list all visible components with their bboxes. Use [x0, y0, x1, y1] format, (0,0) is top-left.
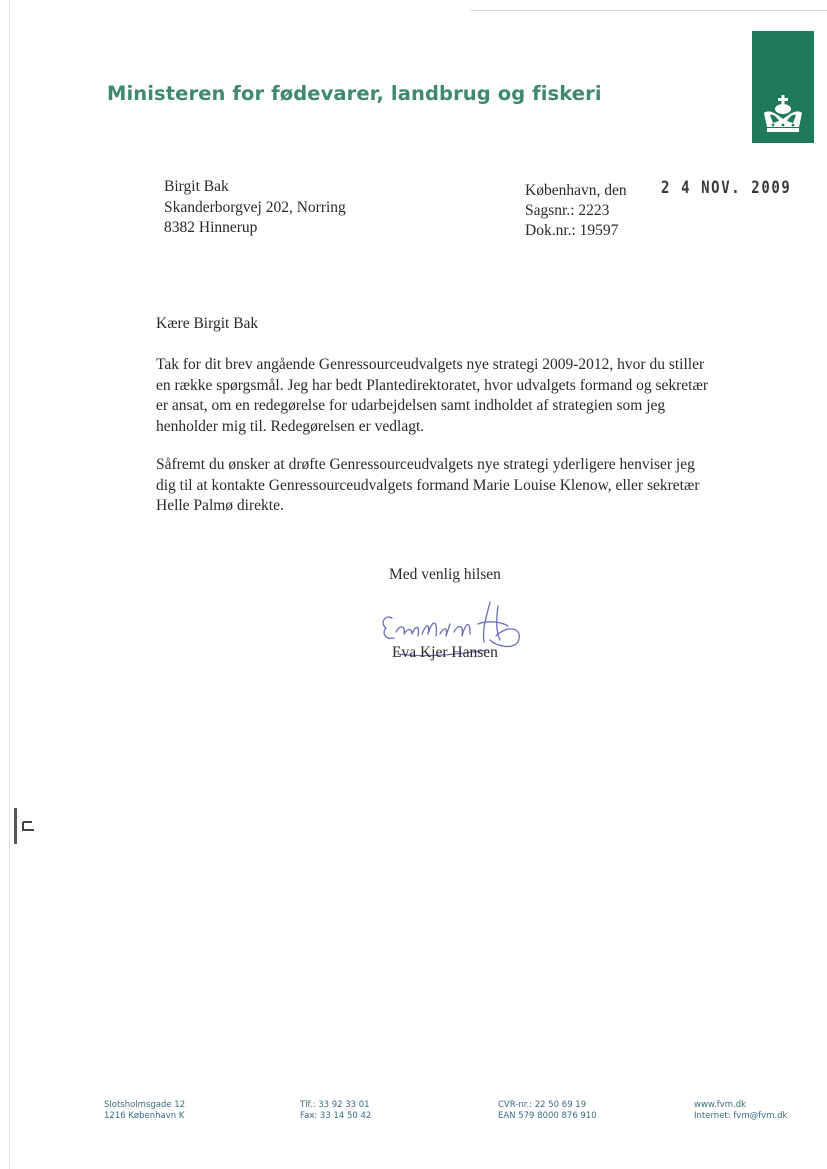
page-edge-line	[9, 0, 10, 1169]
case-number: Sagsnr.: 2223	[525, 202, 610, 219]
footer-line: Slotsholmsgade 12	[104, 1100, 186, 1110]
page-edge-line	[470, 10, 827, 11]
date-stamp: 2 4 NOV. 2009	[661, 178, 792, 198]
document-number: Dok.nr.: 19597	[525, 222, 619, 239]
crown-icon	[761, 95, 805, 137]
ministry-title: Ministeren for fødevarer, landbrug og fiskeri	[107, 82, 602, 105]
punch-mark	[14, 808, 36, 844]
recipient-street: Skanderborgvej 202, Norring	[164, 198, 346, 216]
recipient-name: Birgit Bak	[164, 178, 229, 195]
recipient-city: 8382 Hinnerup	[164, 219, 258, 236]
recipient-address	[164, 177, 346, 239]
body-paragraph-2	[156, 455, 756, 517]
crest-logo	[752, 31, 814, 143]
footer-line: CVR-nr.: 22 50 69 19	[498, 1100, 587, 1110]
document-meta	[525, 181, 627, 241]
footer-line: www.fvm.dk	[694, 1100, 747, 1110]
closing: Med venlig hilsen	[389, 566, 501, 583]
salutation: Kære Birgit Bak	[156, 315, 259, 332]
footer-line: Fax: 33 14 50 42	[300, 1110, 372, 1121]
body-paragraph-1	[156, 355, 756, 437]
paragraph-line: en række spørgsmål. Jeg har bedt Plantedirektoratet, hvor udvalgets formand og sekretær	[156, 376, 708, 394]
footer-line: EAN 579 8000 876 910	[498, 1110, 597, 1121]
footer-line: Tlf.: 33 92 33 01	[300, 1100, 370, 1110]
footer-line: 1216 København K	[104, 1110, 185, 1121]
paragraph-line: er ansat, om en redegørelse for udarbejdelsen samt indholdet af strategien som jeg	[156, 397, 666, 414]
paragraph-line: Helle Palmø direkte.	[156, 497, 284, 514]
footer-line: Internet: fvm@fvm.dk	[694, 1110, 788, 1121]
footer-web	[694, 1100, 787, 1121]
footer-address	[104, 1100, 185, 1121]
signer-name: Eva Kjer Hansen	[392, 644, 498, 661]
paragraph-line: henholder mig til. Redegørelsen er vedlagt.	[156, 417, 425, 435]
paragraph-line: Såfremt du ønsker at drøfte Genressourceudvalgets nye strategi yderligere henviser jeg	[156, 456, 695, 473]
paragraph-line: Tak for dit brev angående Genressourceudvalgets nye strategi 2009-2012, hvor du stiller	[156, 356, 705, 373]
place-date-label: København, den	[525, 182, 627, 199]
paragraph-line: dig til at kontakte Genressourceudvalgets formand Marie Louise Klenow, eller sekretær	[156, 476, 700, 494]
footer-registration	[498, 1100, 597, 1121]
footer-phone	[300, 1100, 371, 1121]
